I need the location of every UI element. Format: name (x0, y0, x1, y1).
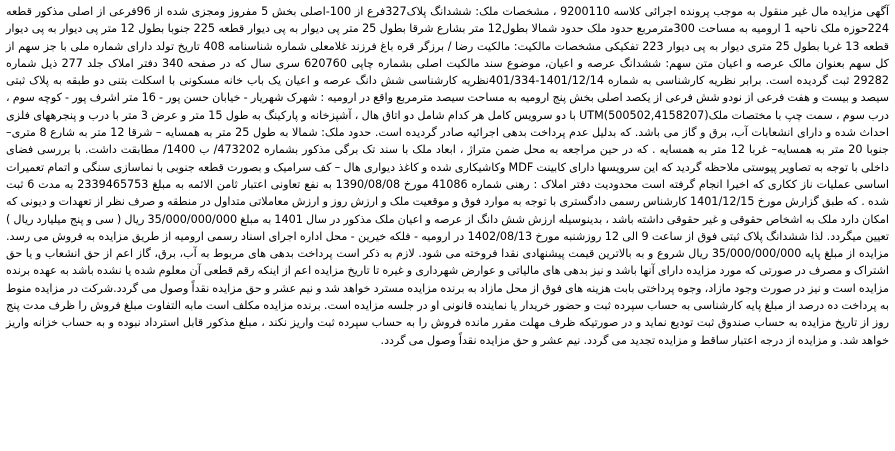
notice-body-text: آگهی مزایده مال غیر منقول به موجب پرونده اجرائی کلاسه 9200110 ، مشخصات ملک: ششدانگ پلاک327فرع از 100-اصلی بخش 5 مفروز ومجزی شده از 96فرعی از اصلی مذکور قطعه 224حوزه ملک ناحیه 1 ارومیه به مساحت 300مترمربع حدود ملک حدود شمالا بطول12 متر بشارع شرقا بطول 25 متر پی دیوار به پی دیوار قطعه 225 جنوبا بطول 12 متر پی دیوار به پی دیوار قطعه 13 غربا بطول 25 متری دیوار به پی دیوار 223 تفکیکی مشخصات مالکیت: مالکیت رضا / برزگر قره باغ فرزند غلامعلی شماره شناسنامه 408 تاریخ تولد دارای شماره ملی با جز سهم از کل سهم بعنوان مالک عرصه و اعیان متن سهم: ششدانگ عرصه و اعیان، موضوع سند مالکیت اصلی بشماره چاپی 620760 سری سال که در صفحه 340 دفتر املاک جلد 277 ذیل شماره 29282 ثبت گردیده است. برابر نظریه کارشناسی به شماره 1401/12/14-401/334نظریه کارشناسی شش دانگ عرصه و اعیان یک باب خانه مسکونی با اسکلت بتنی دو طبقه به پلاک ثبتی سیصد و بیست و هفت فرعی از نودو شش فرعی از یکصد اصلی بخش پنج ارومیه به مساحت سیصد مترمربع واقع در ارومیه : شهرک شهریار - خیابان حسن پور - 16 متر اشرف پور - کوچه سوم ، درب سوم ، سمت چپ با مختصات ملک(UTM(500502,4158207 با دو سرویس کامل هر کدام شامل دو اتاق هال ، آشپزخانه و پارکینگ به طول 15 متر و عرض 3 متر با درب و پنجرههای فلزی احداث شده و دارای انشعابات آب، برق و گاز می باشد. که بدلیل عدم پرداخت بدهی اجرائیه صادر گردیده است. حدود ملک: شمالا به طول 25 متر به همسایه – شرقا 12 متر به شارع 8 متری– جنوبا 20 متر به همسایه– غربا 12 متر به همسایه . که در حین مراجعه به محل ضمن متراژ ، ابعاد ملک با سند تک برگی مذکور بشماره 473202/ ب 1400/ مطابقت داشت. با بررسی فضای داخلی با توجه به تصاویر پیوستی ملاحظه گردید که این سرویسها دارای کابینت MDF وکاشیکاری شده و کاغذ دیواری هال – کف سرامیک و بصورت قطعه جنوبی با نماسازی سنگی و اتمام تعمیرات اساسی عملیات ناز ککاری که اخیرا انجام گرفته است محدودیت دفتر املاک : رهنی شماره 41086 مورخ 1390/08/08 به نفع تعاونی اعتبار ثامن الائمه به مبلغ 2339465753 به مدت 6 ثبت شده . که طبق گزارش مورخ 1401/12/15 کارشناس رسمی دادگستری با توجه به موارد فوق و موقعیت ملک و ارزش روز و ارزش معاملاتی متداول در منطقه و صرف نظر از تعهدات و دیونی که امکان دارد ملک به اشخاص حقوقی و غیر حقوقی داشته باشد ، بدینوسیله ارزش شش دانگ از عرصه و اعیان ملک مذکور در سال 1401 به مبلغ 35/000/000/000 ریال ( سی و پنج میلیارد ریال ) تعیین میگردد. لذا ششدانگ پلاک ثبتی فوق از ساعت 9 الی 12 روزشنبه مورخ 1402/08/13 در ارومیه - فلکه خیرین - محل اداره اجرای اسناد رسمی ارومیه از طریق مزایده به فروش می رسد. مزایده از مبلغ پایه 35/000/000/000 ریال شروع و به بالاترین قیمت پیشنهادی نقدا فروخته می شود. لازم به ذکر است پرداخت بدهی های مربوط به آب، برق، گاز اعم از حق انشعاب و یا حق اشتراک و مصرف در صورتی که مورد مزایده دارای آنها باشد و نیز بدهی های مالیاتی و عوارض شهرداری و غیره تا تاریخ مزایده اعم از اینکه رقم قطعی آن معلوم شده یا نشده باشد به عهده برنده مزایده است و نیز در صورت وجود مازاد، وجوه پرداختی بابت هزینه های فوق از محل مازاد به برنده مزایده مسترد خواهد شد و نیم عشر و حق مزایده نقداً وصول می گردد.شرکت در مزایده منوط به پرداخت ده درصد از مبلغ پایه کارشناسی به حساب سپرده ثبت و حضور خریدار یا نماینده قانونی او در جلسه مزایده است. برنده مزایده مکلف است مابه التفاوت مبلغ فروش را ظرف مدت پنج روز از تاریخ مزایده به حساب صندوق ثبت تودیع نماید و در صورتیکه ظرف مهلت مقرر مانده فروش را به حساب سپرده ثبت واریز نکند ، مبلغ مذکور قابل استرداد نبوده و به حساب خزانه واریز خواهد شد. و مزایده از درجه اعتبار ساقط و مزایده تجدید می گردد. نیم عشر و حق مزایده نقداً وصول می گردد. (6, 5, 890, 347)
